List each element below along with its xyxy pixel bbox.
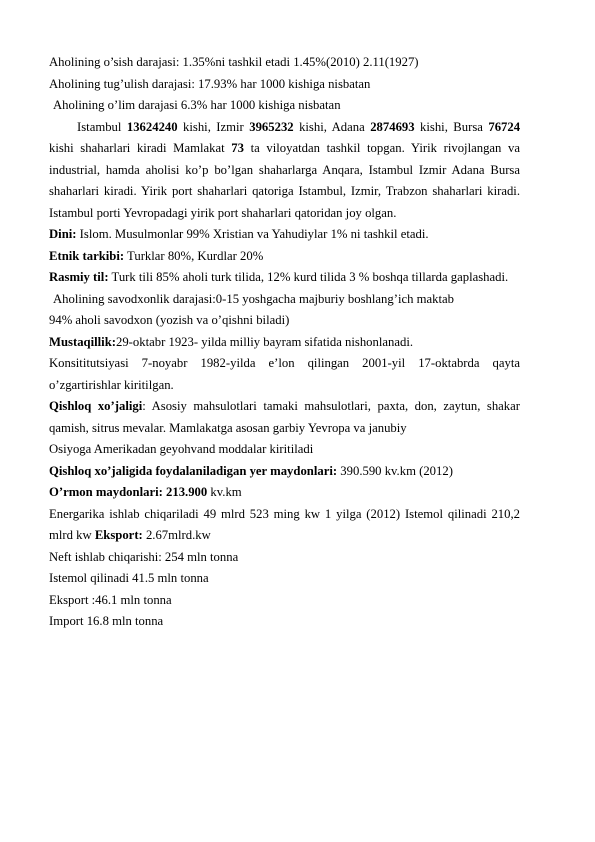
religion-line: Dini: Islom. Musulmonlar 99% Xristian va Yahudiylar 1% ni tashkil etadi. — [49, 227, 429, 241]
oil-production-line: Neft ishlab chiqarishi: 254 mln tonna — [49, 549, 239, 564]
death-rate-line: Aholining o’lim darajasi 6.3% har 1000 kishiga nisbatan — [53, 98, 341, 112]
birth-rate-line: Aholining tug’ulish darajasi: 17.93% har 1000 kishiga nisbatan — [49, 76, 371, 91]
language-paragraph: Rasmiy til: Turk tili 85% aholi turk tilida, 12% kurd tilida 3 % boshqa tillarda gaplashadi. — [49, 270, 509, 284]
agriculture-paragraph: Qishloq xo’jaligi: Asosiy mahsulotlari tamaki mahsulotlari, paxta, don, zaytun, shakar qamish, sitrus mevalar. Mamlakatga asosan garbiy Yevropa va janubiy — [49, 399, 521, 435]
literacy-line-1: Aholining savodxonlik darajasi:0-15 yoshgacha majburiy boshlang’ich maktab — [53, 291, 454, 306]
cities-paragraph: Istambul 13624240 kishi, Izmir 3965232 kishi, Adana 2874693 kishi, Bursa 76724 kishi shaharlari kiradi Mamlakat 73 ta viloyatdan tashkil topgan. Yirik rivojlangan va industrial, hamda aholisi ko’p bo’lgan shaharlarga Anqara, Istambul Izmir Adana Bursa shaharlari kiradi. Yirik port shaharlari qatoriga Istambul, Izmir, Trabzon shaharlari kiradi. Istambul porti Yevropadagi yirik port shaharlari qatoridan joy olgan. — [49, 119, 521, 220]
oil-consumption-line: Istemol qilinadi 41.5 mln tonna — [49, 571, 209, 585]
forest-line: O’rmon maydonlari: 213.900 kv.km — [49, 485, 242, 499]
literacy-line-2: 94% aholi savodxon (yozish va o’qishni biladi) — [49, 313, 290, 327]
agriculture-line-2: Osiyoga Amerikadan geyohvand moddalar kiritiladi — [49, 442, 314, 456]
constitution-paragraph: Konsititutsiyasi 7-noyabr 1982-yilda e’lon qilingan 2001-yil 17-oktabrda qayta o’zgartirishlar kiritilgan. — [49, 356, 520, 392]
document-page — [49, 52, 520, 633]
oil-import-line: Import 16.8 mln tonna — [49, 614, 164, 628]
independence-line: Mustaqillik:29-oktabr 1923- yilda milliy bayram sifatida nishonlanadi. — [49, 334, 414, 349]
ethnic-line: Etnik tarkibi: Turklar 80%, Kurdlar 20% — [49, 248, 264, 263]
oil-export-line: Eksport :46.1 mln tonna — [49, 592, 172, 607]
growth-rate-line: Aholining o’sish darajasi: 1.35%ni tashkil etadi 1.45%(2010) 2.11(1927) — [49, 55, 419, 69]
energy-paragraph: Energarika ishlab chiqariladi 49 mlrd 523 ming kw 1 yilga (2012) Istemol qilinadi 210,2 mlrd kw Eksport: 2.67mlrd.kw — [49, 506, 520, 542]
land-line: Qishloq xo’jaligida foydalaniladigan yer maydonlari: 390.590 kv.km (2012) — [49, 463, 453, 478]
